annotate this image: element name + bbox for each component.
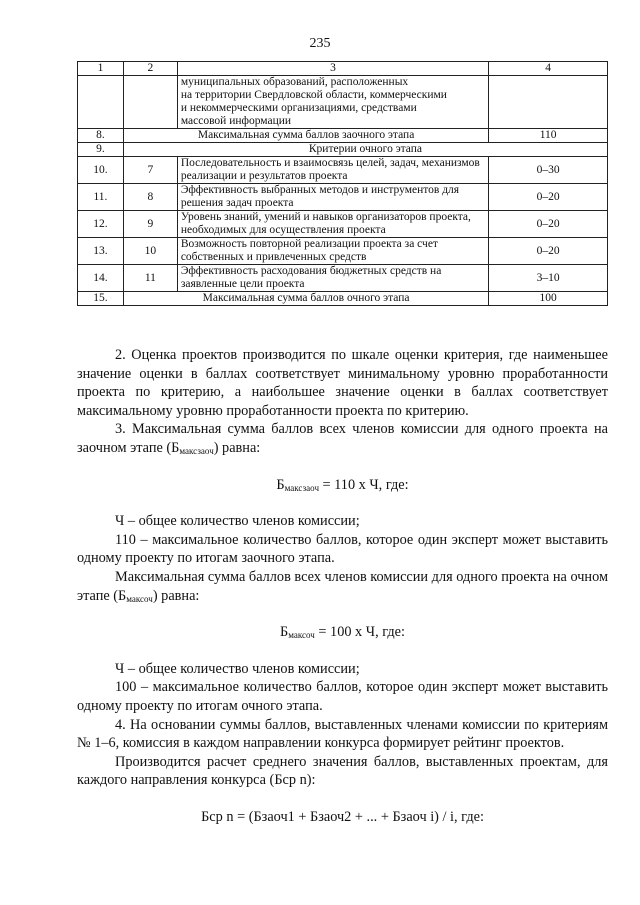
row-score-cell: 0–30	[489, 157, 608, 184]
row-score-cell: 3–10	[489, 265, 608, 292]
row-criterion-cell: 11	[123, 265, 177, 292]
row-text-cell: Эффективность расходования бюджетных средств на заявленные цели проекта	[177, 265, 488, 292]
row-text-cell: Максимальная сумма баллов заочного этапа	[123, 129, 488, 143]
row-number-cell: 11.	[78, 184, 124, 211]
formula-max-fulltime: $Б_{максоч} = 100$ х Ч, где:	[280, 624, 405, 641]
table-row	[78, 184, 608, 211]
page-number: 235	[309, 36, 331, 51]
formula-max-correspondence: $Б_{максзаоч} = 110$ х Ч, где:	[276, 476, 409, 493]
row-criterion-cell: 8	[123, 184, 177, 211]
document-body	[77, 346, 608, 844]
paragraph-2: 2. Оценка проектов производится по шкале оценки критерия, где наименьшее значение оценки в баллах соответствует минимальному уровню проработанности проекта по критерию, а наибольшее значение оценки в баллах соответствует максимальному уровню проработанности проекта по критерию.	[77, 347, 608, 419]
paragraph-4: 4. На основании суммы баллов, выставленных членами комиссии по критериям № 1–6, комиссия в каждом направлении конкурса формирует рейтинг проектов.	[77, 716, 608, 752]
row-text-cell: Возможность повторной реализации проекта за счет собственных и привлеченных средств	[177, 238, 488, 265]
row-criterion-cell: 10	[123, 238, 177, 265]
header-cell-4: 4	[489, 62, 608, 76]
continued-line: и некоммерческими организациями, средствами	[180, 102, 417, 114]
row-number-cell: 12.	[78, 211, 124, 238]
continued-line: массовой информации	[180, 115, 292, 127]
row-text-cell: Эффективность выбранных методов и инструментов для решения задач проекта	[177, 184, 488, 211]
table-row	[78, 238, 608, 265]
continued-line: на территории Свердловской области, коммерческими	[180, 89, 447, 101]
table-row-continued	[78, 76, 608, 129]
row-score-cell: 110	[489, 129, 608, 143]
paragraph-3: 3. Максимальная сумма баллов всех членов комиссии для одного проекта на заочном этапе $(Б_{максзаоч})$ равна:	[77, 421, 608, 456]
row-criterion-cell: 7	[123, 157, 177, 184]
paragraph-average: Производится расчет среднего значения баллов, выставленных проектам, для каждого направления конкурса (Бср n):	[77, 753, 608, 789]
row-text-cell: Уровень знаний, умений и навыков организаторов проекта, необходимых для осуществления проекта	[177, 211, 488, 238]
table-row	[78, 265, 608, 292]
row-score-cell: 0–20	[489, 211, 608, 238]
header-cell-2: 2	[123, 62, 177, 76]
table-row	[78, 129, 608, 143]
definition-members-1: Ч – общее количество членов комиссии;	[115, 513, 360, 530]
row-number-cell: 10.	[78, 157, 124, 184]
row-number-cell: 13.	[78, 238, 124, 265]
row-text-cell: Последовательность и взаимосвязь целей, задач, механизмов реализации и результатов проекта	[177, 157, 488, 184]
row-number-cell: 14.	[78, 265, 124, 292]
definition-100: 100 – максимальное количество баллов, которое один эксперт может выставить одному проекту по итогам очного этапа.	[77, 679, 608, 714]
table-row	[78, 211, 608, 238]
paragraph-fulltime: Максимальная сумма баллов всех членов комиссии для одного проекта на очном этапе $(Б_{максоч})$ равна:	[77, 568, 608, 604]
definition-members-2: Ч – общее количество членов комиссии;	[115, 660, 360, 677]
section-title-cell: Критерии очного этапа	[123, 143, 607, 157]
definition-110: 110 – максимальное количество баллов, которое один эксперт может выставить одному проекту по итогам заочного этапа.	[77, 531, 608, 567]
row-score-cell: 0–20	[489, 238, 608, 265]
row-text-cell: Максимальная сумма баллов очного этапа	[123, 292, 488, 306]
table-row	[78, 143, 608, 157]
row-number-cell: 15.	[78, 292, 124, 306]
continued-line: муниципальных образований, расположенных	[180, 76, 409, 88]
header-cell-1: 1	[78, 62, 124, 76]
row-score-cell: 100	[489, 292, 608, 306]
row-criterion-cell: 9	[123, 211, 177, 238]
criteria-table	[77, 61, 608, 306]
row-number-cell: 8.	[78, 129, 124, 143]
row-number-cell: 9.	[78, 143, 124, 157]
row-score-cell: 0–20	[489, 184, 608, 211]
formula-average: Бср n = (Бзаоч1 + Бзаоч2 + ... + Бзаоч i) / i, где:	[201, 808, 484, 825]
table-row	[78, 157, 608, 184]
header-cell-3: 3	[177, 62, 488, 76]
continued-text-cell	[177, 76, 488, 129]
table-header-row	[78, 62, 608, 76]
table-row	[78, 292, 608, 306]
